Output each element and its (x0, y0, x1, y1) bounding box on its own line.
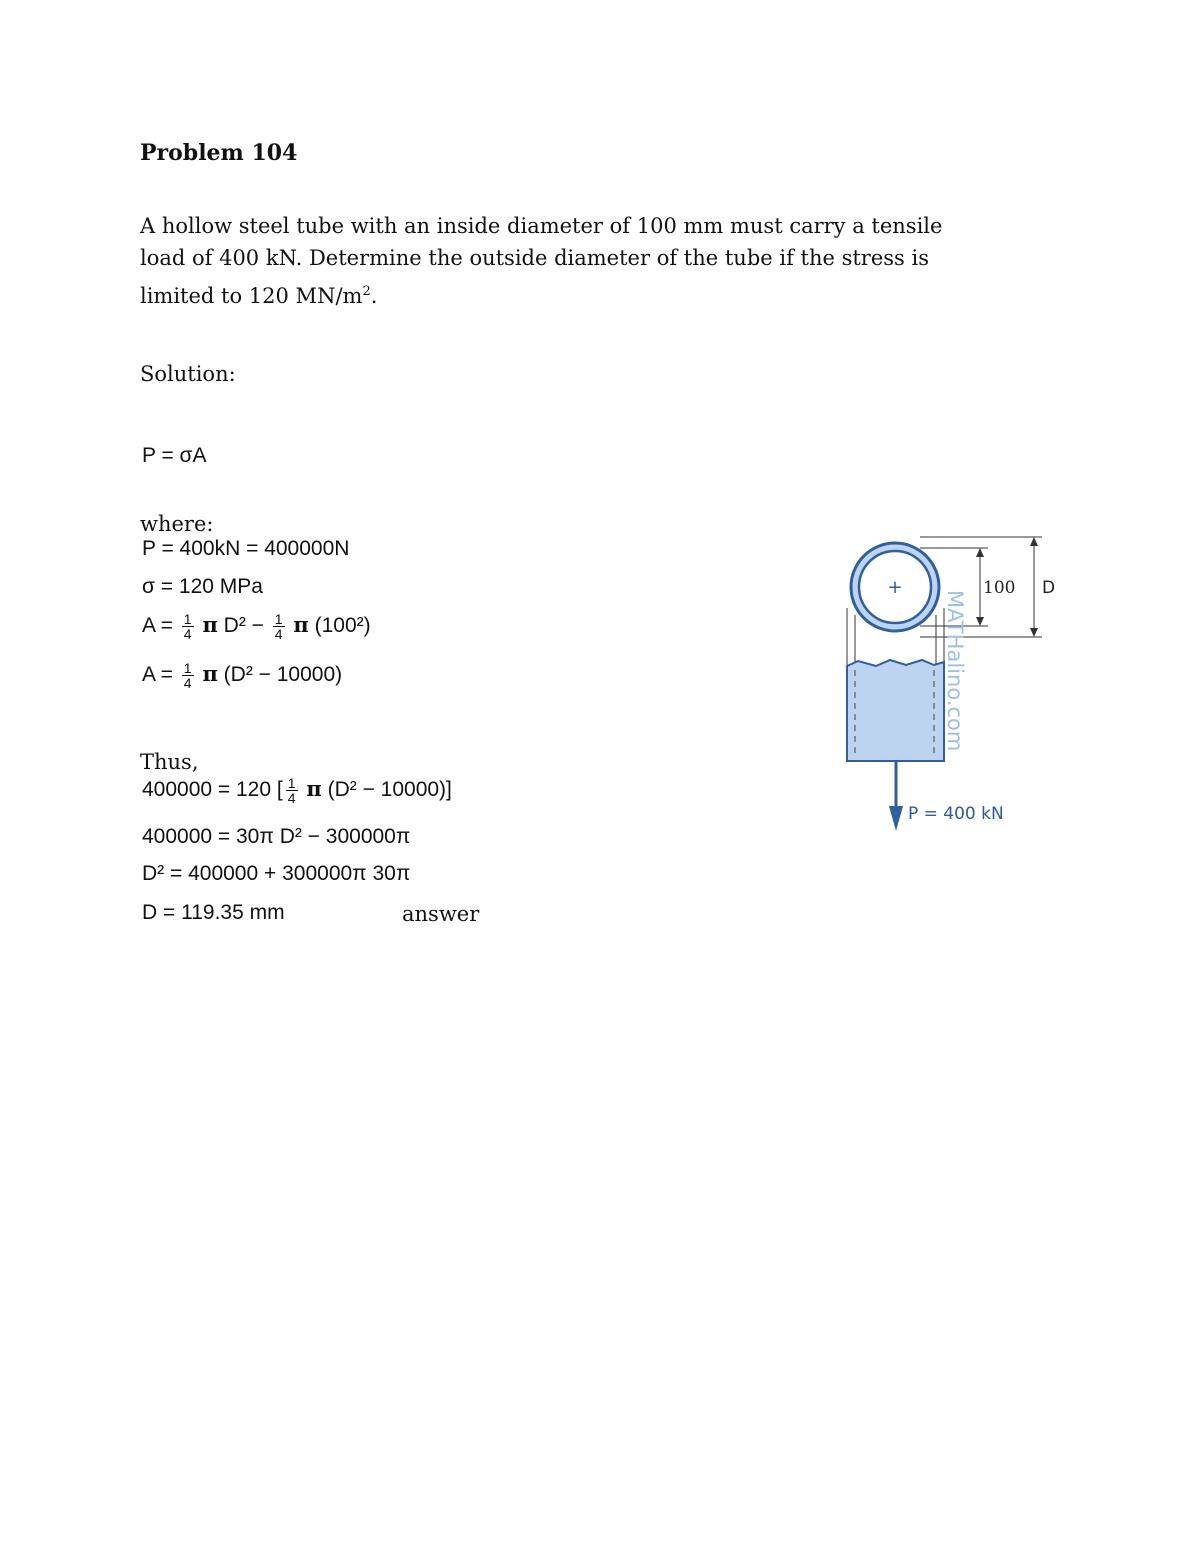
arrowhead-outer-bottom (1030, 628, 1038, 637)
problem-line-3b: . (370, 284, 378, 308)
tube-body (847, 660, 944, 761)
pi-symbol: π (202, 612, 218, 638)
fraction-quarter (286, 776, 298, 805)
solution-label: Solution: (140, 362, 236, 386)
load-label: P = 400 kN (908, 804, 1004, 824)
thus-1-end: (D² − 10000)] (327, 778, 452, 802)
pi-symbol: π (306, 776, 322, 802)
area-equation-1 (142, 612, 371, 641)
area-1-mid: D² − (223, 614, 264, 638)
problem-line-3 (140, 276, 377, 312)
area-2-end: (D² − 10000) (223, 663, 343, 687)
where-sigma-line: σ = 120 MPa (142, 575, 263, 598)
fraction-den: 4 (183, 626, 192, 642)
dim-label-outer: D (1042, 578, 1056, 598)
area-1-end: (100²) (314, 614, 371, 638)
thus-line-2: 400000 = 30π D² − 300000π (142, 825, 411, 848)
fraction-den: 4 (183, 675, 192, 691)
pi-symbol: π (202, 661, 218, 687)
pi-symbol: π (293, 612, 309, 638)
thus-line-4: D = 119.35 mm (142, 901, 285, 924)
answer-label: answer (402, 902, 480, 926)
formula-line: P = σA (142, 444, 207, 467)
fraction-num: 1 (274, 611, 283, 627)
problem-title: Problem 104 (140, 140, 298, 166)
fraction-num: 1 (183, 660, 192, 676)
problem-line-3-sup: 2 (362, 284, 371, 299)
thus-line-3: D² = 400000 + 300000π 30π (142, 862, 411, 885)
fraction-den: 4 (287, 790, 296, 806)
problem-line-2: load of 400 kN. Determine the outside diameter of the tube if the stress is (140, 246, 929, 270)
dim-label-inner: 100 (983, 578, 1016, 598)
where-p-line: P = 400kN = 400000N (142, 537, 350, 560)
fraction-quarter (182, 661, 194, 690)
tube-diagram (830, 520, 1070, 840)
area-2-lhs: A = (142, 663, 173, 687)
fraction-quarter (182, 612, 194, 641)
arrowhead-inner-bottom (976, 617, 984, 626)
arrowhead-inner-top (976, 548, 984, 557)
problem-line-1: A hollow steel tube with an inside diameter of 100 mm must carry a tensile (140, 214, 943, 238)
problem-line-3a: limited to 120 MN/m (140, 284, 363, 308)
area-equation-2 (142, 661, 342, 690)
fraction-num: 1 (183, 611, 192, 627)
center-mark: + (887, 577, 903, 598)
where-label: where: (140, 512, 214, 536)
arrowhead-outer-top (1030, 537, 1038, 546)
fraction-num: 1 (287, 775, 296, 791)
watermark: MATHalino.com (943, 590, 967, 752)
fraction-quarter (273, 612, 285, 641)
thus-label: Thus, (140, 750, 199, 774)
thus-line-1 (142, 776, 452, 805)
fraction-den: 4 (274, 626, 283, 642)
area-1-lhs: A = (142, 614, 173, 638)
thus-1-lhs: 400000 = 120 [ (142, 778, 283, 802)
load-arrow-head (889, 806, 903, 831)
